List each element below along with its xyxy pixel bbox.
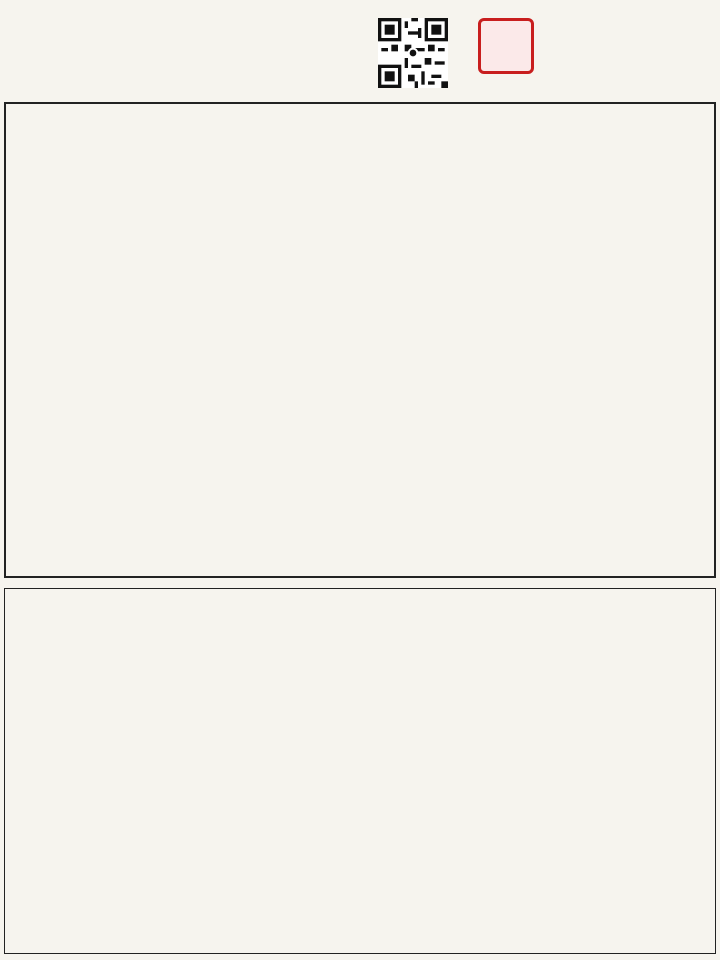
- chart-grid: [4, 102, 716, 578]
- annual-luck-table: [4, 588, 716, 954]
- qr-code[interactable]: [378, 18, 448, 88]
- seal-stamp: [478, 18, 534, 74]
